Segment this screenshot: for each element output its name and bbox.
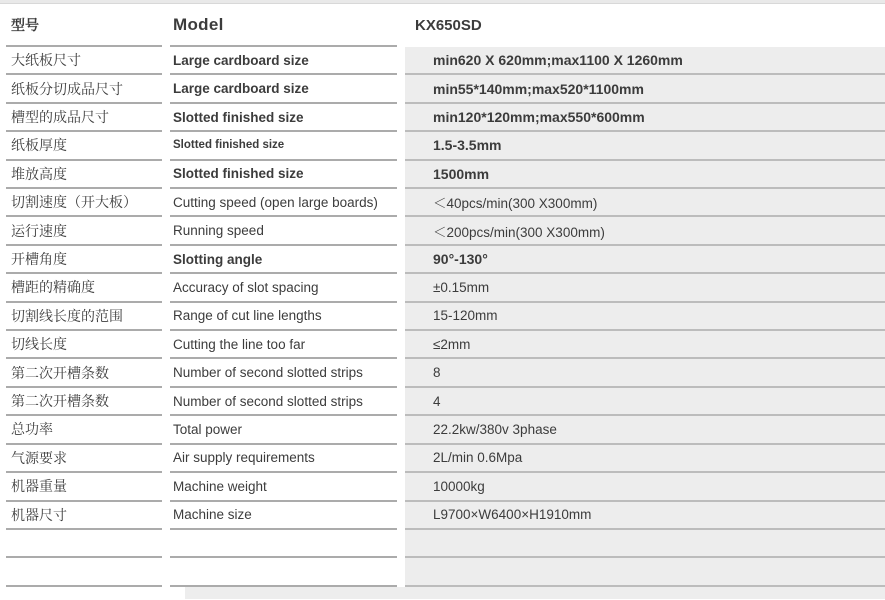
- spec-cell-en: [170, 75, 397, 103]
- spec-cell-en: [170, 558, 397, 586]
- spec-value: 4: [433, 393, 441, 409]
- table-row: [0, 303, 885, 331]
- spec-label-en: Accuracy of slot spacing: [173, 279, 319, 295]
- table-row: [0, 132, 885, 160]
- spec-value: ＜40pcs/min(300 X300mm): [433, 196, 598, 212]
- spec-cell-en: [170, 416, 397, 444]
- table-row: [0, 274, 885, 302]
- spec-cell-cn: [6, 331, 162, 359]
- spec-label-cn: 槽距的精确度: [11, 279, 95, 296]
- spec-cell-cn: [6, 161, 162, 189]
- spec-cell-value: [405, 558, 885, 586]
- spec-label-cn: 切割线长度的范围: [11, 307, 123, 324]
- spec-label-cn: 机器尺寸: [11, 506, 67, 523]
- spec-cell-value: [405, 189, 885, 217]
- spec-cell-value: [405, 47, 885, 75]
- spec-value: ≤2mm: [433, 336, 471, 352]
- spec-cell-value: [405, 303, 885, 331]
- table-row: [0, 246, 885, 274]
- spec-cell-en: [170, 161, 397, 189]
- spec-cell-en: [170, 303, 397, 331]
- table-row: [0, 161, 885, 189]
- spec-value: 10000kg: [433, 478, 485, 494]
- spec-label-cn: 纸板厚度: [11, 137, 67, 154]
- spec-cell-value: [405, 161, 885, 189]
- spec-cell-en: [170, 502, 397, 530]
- spec-cell-en: [170, 274, 397, 302]
- table-row: [0, 104, 885, 132]
- spec-cell-en: [170, 132, 397, 160]
- spec-cell-cn: [6, 274, 162, 302]
- spec-label-en: Large cardboard size: [173, 81, 309, 97]
- spec-label-cn: 大纸板尺寸: [11, 52, 81, 69]
- spec-label-cn: 切割速度（开大板）: [11, 194, 137, 211]
- spec-label-en: Air supply requirements: [173, 450, 315, 466]
- table-row: [0, 47, 885, 75]
- header-label-model-en: Model: [173, 14, 224, 34]
- table-header-row: [0, 4, 885, 47]
- header-cell-cn: [6, 4, 162, 47]
- spec-label-en: Machine size: [173, 507, 252, 523]
- spec-cell-en: [170, 217, 397, 245]
- footer-spacer: [0, 587, 185, 599]
- table-row: [0, 530, 885, 558]
- spec-cell-value: [405, 388, 885, 416]
- spec-value: 8: [433, 365, 441, 381]
- spec-label-cn: 第二次开槽条数: [11, 364, 109, 381]
- header-cell-value: [405, 4, 885, 47]
- spec-cell-en: [170, 246, 397, 274]
- spec-label-en: Cutting speed (open large boards): [173, 194, 378, 210]
- spec-cell-cn: [6, 416, 162, 444]
- spec-table: [0, 4, 885, 587]
- table-row: [0, 416, 885, 444]
- spec-label-en: Machine weight: [173, 478, 267, 494]
- header-cell-en: [170, 4, 397, 47]
- spec-label-cn: 纸板分切成品尺寸: [11, 80, 123, 97]
- spec-cell-en: [170, 47, 397, 75]
- spec-cell-value: [405, 416, 885, 444]
- spec-cell-cn: [6, 502, 162, 530]
- table-row: [0, 217, 885, 245]
- spec-value: ＜200pcs/min(300 X300mm): [433, 224, 605, 240]
- spec-value: 1500mm: [433, 165, 490, 182]
- footer-gray-block: [185, 587, 885, 599]
- spec-cell-value: [405, 246, 885, 274]
- spec-label-en: Range of cut line lengths: [173, 308, 322, 324]
- spec-cell-value: [405, 274, 885, 302]
- spec-cell-en: [170, 189, 397, 217]
- spec-cell-en: [170, 530, 397, 558]
- table-row: [0, 359, 885, 387]
- spec-value: min120*120mm;max550*600mm: [433, 109, 645, 126]
- spec-label-en: Slotting angle: [173, 251, 263, 267]
- spec-value: 22.2kw/380v 3phase: [433, 421, 557, 437]
- spec-label-en: Number of second slotted strips: [173, 365, 363, 381]
- table-row: [0, 502, 885, 530]
- spec-cell-cn: [6, 558, 162, 586]
- table-row: [0, 558, 885, 586]
- spec-label-en: Slotted finished size: [173, 166, 304, 182]
- spec-cell-value: [405, 445, 885, 473]
- spec-cell-cn: [6, 246, 162, 274]
- spec-label-cn: 槽型的成品尺寸: [11, 109, 109, 126]
- spec-cell-cn: [6, 189, 162, 217]
- spec-cell-cn: [6, 217, 162, 245]
- spec-value: 1.5-3.5mm: [433, 137, 502, 154]
- spec-cell-value: [405, 331, 885, 359]
- table-row: [0, 331, 885, 359]
- table-row: [0, 388, 885, 416]
- spec-label-en: Large cardboard size: [173, 52, 309, 68]
- spec-label-cn: 气源要求: [11, 449, 67, 466]
- spec-label-en: Cutting the line too far: [173, 336, 306, 352]
- spec-label-en: Total power: [173, 421, 243, 437]
- spec-value: min55*140mm;max520*1100mm: [433, 80, 644, 97]
- spec-value: L9700×W6400×H1910mm: [433, 507, 592, 523]
- table-body: [0, 47, 885, 587]
- spec-cell-en: [170, 473, 397, 501]
- spec-cell-cn: [6, 445, 162, 473]
- spec-label-cn: 切线长度: [11, 336, 67, 353]
- spec-cell-cn: [6, 473, 162, 501]
- spec-value: min620 X 620mm;max1100 X 1260mm: [433, 52, 683, 69]
- spec-cell-value: [405, 502, 885, 530]
- spec-label-en: Running speed: [173, 223, 264, 239]
- spec-cell-cn: [6, 75, 162, 103]
- spec-cell-cn: [6, 359, 162, 387]
- spec-label-cn: 堆放高度: [11, 165, 67, 182]
- spec-cell-en: [170, 445, 397, 473]
- spec-label-cn: 第二次开槽条数: [11, 393, 109, 410]
- spec-cell-value: [405, 359, 885, 387]
- spec-cell-cn: [6, 104, 162, 132]
- spec-cell-cn: [6, 388, 162, 416]
- spec-cell-value: [405, 217, 885, 245]
- spec-label-en: Slotted finished size: [173, 109, 304, 125]
- spec-value: 2L/min 0.6Mpa: [433, 450, 523, 466]
- header-label-model-cn: 型号: [11, 16, 39, 33]
- spec-label-cn: 总功率: [11, 421, 53, 438]
- spec-label-cn: 开槽角度: [11, 251, 67, 268]
- footer-strip: [0, 587, 885, 599]
- spec-cell-value: [405, 530, 885, 558]
- table-row: [0, 473, 885, 501]
- spec-cell-en: [170, 359, 397, 387]
- spec-value: 90°-130°: [433, 251, 488, 268]
- spec-cell-cn: [6, 132, 162, 160]
- spec-cell-value: [405, 75, 885, 103]
- table-row: [0, 445, 885, 473]
- spec-cell-value: [405, 473, 885, 501]
- spec-label-en: Slotted finished size: [173, 139, 285, 152]
- spec-cell-en: [170, 104, 397, 132]
- spec-cell-cn: [6, 47, 162, 75]
- spec-value: 15-120mm: [433, 308, 498, 324]
- spec-cell-en: [170, 331, 397, 359]
- spec-cell-cn: [6, 303, 162, 331]
- spec-cell-en: [170, 388, 397, 416]
- spec-value: ±0.15mm: [433, 279, 490, 295]
- spec-cell-value: [405, 104, 885, 132]
- spec-label-cn: 运行速度: [11, 222, 67, 239]
- spec-label-cn: 机器重量: [11, 478, 67, 495]
- header-model-number: KX650SD: [415, 17, 482, 34]
- spec-cell-cn: [6, 530, 162, 558]
- spec-label-en: Number of second slotted strips: [173, 393, 363, 409]
- spec-cell-value: [405, 132, 885, 160]
- table-row: [0, 75, 885, 103]
- table-row: [0, 189, 885, 217]
